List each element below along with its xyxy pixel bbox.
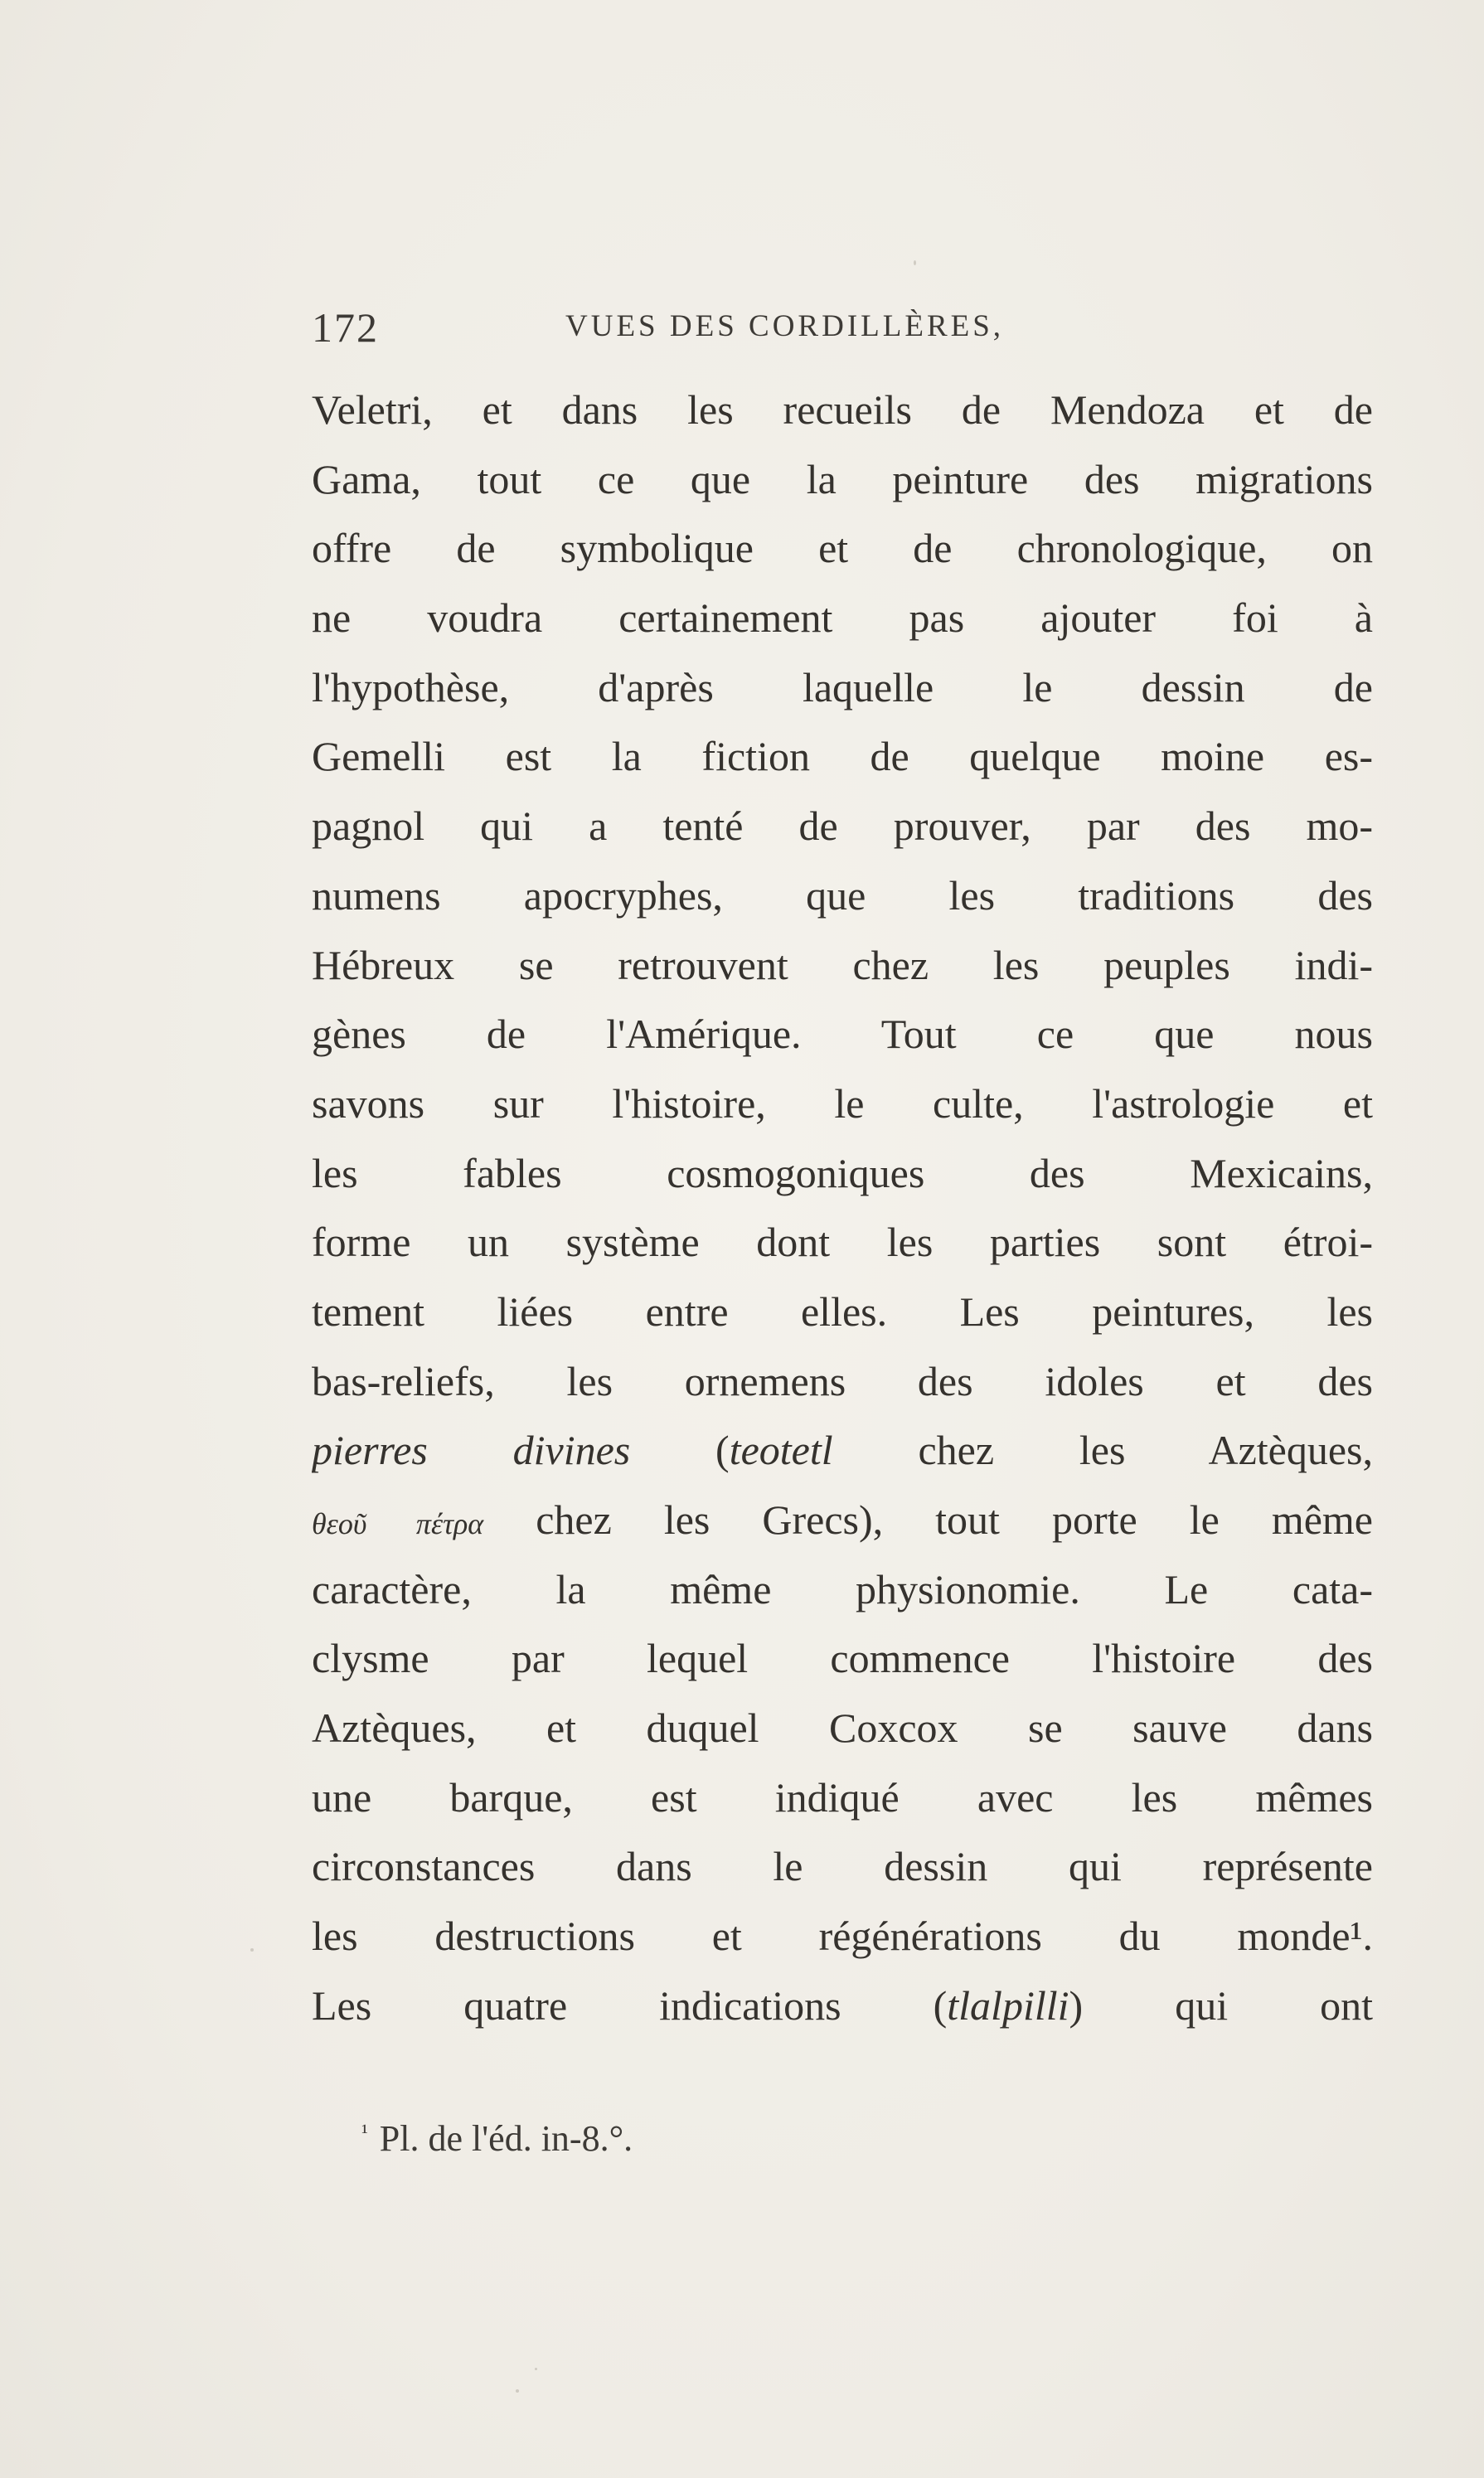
text-line: Gemelli est la fiction de quelque moine es- <box>312 733 1373 780</box>
greek-term: θεοῦ πέτρα <box>312 1507 484 1540</box>
text-line: θεοῦ πέτρα chez les Grecs), tout porte le même <box>312 1496 1373 1543</box>
text-line: clysme par lequel commence l'histoire des <box>312 1635 1373 1682</box>
italic-phrase: pierres divines <box>312 1427 631 1474</box>
running-head: VUES DES CORDILLÈRES, <box>565 309 1005 343</box>
italic-term: teotetl <box>729 1427 833 1474</box>
text-line: bas-reliefs, les ornemens des idoles et des <box>312 1357 1373 1404</box>
text-line: Hébreux se retrouvent chez les peuples indi- <box>312 941 1373 988</box>
text-line: Veletri, et dans les recueils de Mendoza et de <box>312 386 1373 433</box>
paper-speck <box>516 2389 519 2393</box>
text-line: circonstances dans le dessin qui représente <box>312 1843 1373 1890</box>
text-line: pierres divines (teotetl chez les Aztèques, <box>312 1427 1373 1474</box>
text-line: les destructions et régénérations du monde¹. <box>312 1913 1373 1960</box>
text-line: l'hypothèse, d'après laquelle le dessin de <box>312 663 1373 710</box>
text-line: Les quatre indications (tlalpilli) qui ont <box>312 1981 1373 2029</box>
footnote-marker: ¹ <box>361 2120 368 2144</box>
text-line: tement liées entre elles. Les peintures, les <box>312 1287 1373 1335</box>
text-line: savons sur l'histoire, le culte, l'astrologie et <box>312 1079 1373 1127</box>
italic-term: tlalpilli <box>947 1981 1069 2029</box>
footnote-text: Pl. de l'éd. in-8.°. <box>379 2118 633 2159</box>
body-text <box>312 376 1373 2041</box>
text-line: gènes de l'Amérique. Tout ce que nous <box>312 1011 1373 1058</box>
text-line: Gama, tout ce que la peinture des migrations <box>312 455 1373 502</box>
text-line: une barque, est indiqué avec les mêmes <box>312 1773 1373 1821</box>
text-line: caractère, la même physionomie. Le cata- <box>312 1565 1373 1612</box>
text-line: pagnol qui a tenté de prouver, par des mo- <box>312 803 1373 850</box>
text-line: ne voudra certainement pas ajouter foi à <box>312 594 1373 642</box>
text-line: offre de symbolique et de chronologique, on <box>312 525 1373 572</box>
text-line: Aztèques, et duquel Coxcox se sauve dans <box>312 1705 1373 1752</box>
paper-speck <box>535 2368 537 2370</box>
paper-speck <box>914 260 916 265</box>
footnote <box>361 2117 633 2160</box>
paper-speck <box>250 1948 254 1952</box>
page-number: 172 <box>312 304 379 351</box>
text-line: numens apocryphes, que les traditions des <box>312 871 1373 919</box>
page-header <box>312 303 1381 353</box>
text-line: forme un système dont les parties sont étroi- <box>312 1219 1373 1266</box>
text-line: les fables cosmogoniques des Mexicains, <box>312 1149 1373 1196</box>
